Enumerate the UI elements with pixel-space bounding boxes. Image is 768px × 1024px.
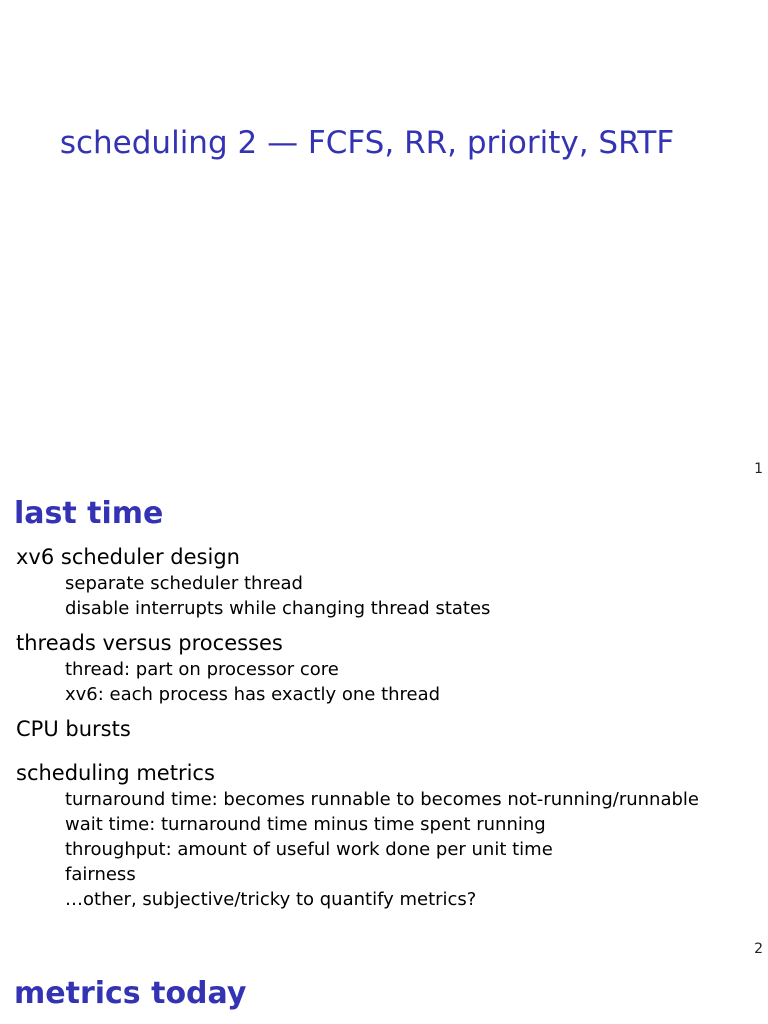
sub-item: thread: part on processor core — [65, 659, 339, 680]
sub-item: fairness — [65, 864, 136, 885]
slide-heading: last time — [14, 496, 164, 531]
sub-item: turnaround time: becomes runnable to becomes not-running/runnable — [65, 789, 699, 810]
slide-heading: metrics today — [14, 976, 247, 1011]
sub-list — [16, 787, 756, 912]
sub-item: disable interrupts while changing thread states — [65, 598, 491, 619]
list-item: xv6 scheduler design — [16, 545, 240, 569]
page-number: 2 — [754, 941, 763, 957]
bullet-list — [16, 543, 756, 920]
sub-item: throughput: amount of useful work done per unit time — [65, 839, 553, 860]
sub-list — [16, 657, 756, 707]
list-item: scheduling metrics — [16, 761, 215, 785]
sub-item: wait time: turnaround time minus time spent running — [65, 814, 546, 835]
slide-title: scheduling 2 — FCFS, RR, priority, SRTF — [59, 125, 675, 161]
sub-list — [16, 571, 756, 621]
sub-item: …other, subjective/tricky to quantify metrics? — [65, 889, 477, 910]
sub-item: xv6: each process has exactly one thread — [65, 684, 441, 705]
sub-item: separate scheduler thread — [65, 573, 303, 594]
list-item: threads versus processes — [16, 631, 283, 655]
page-number: 1 — [754, 461, 763, 477]
list-item: CPU bursts — [16, 717, 131, 741]
